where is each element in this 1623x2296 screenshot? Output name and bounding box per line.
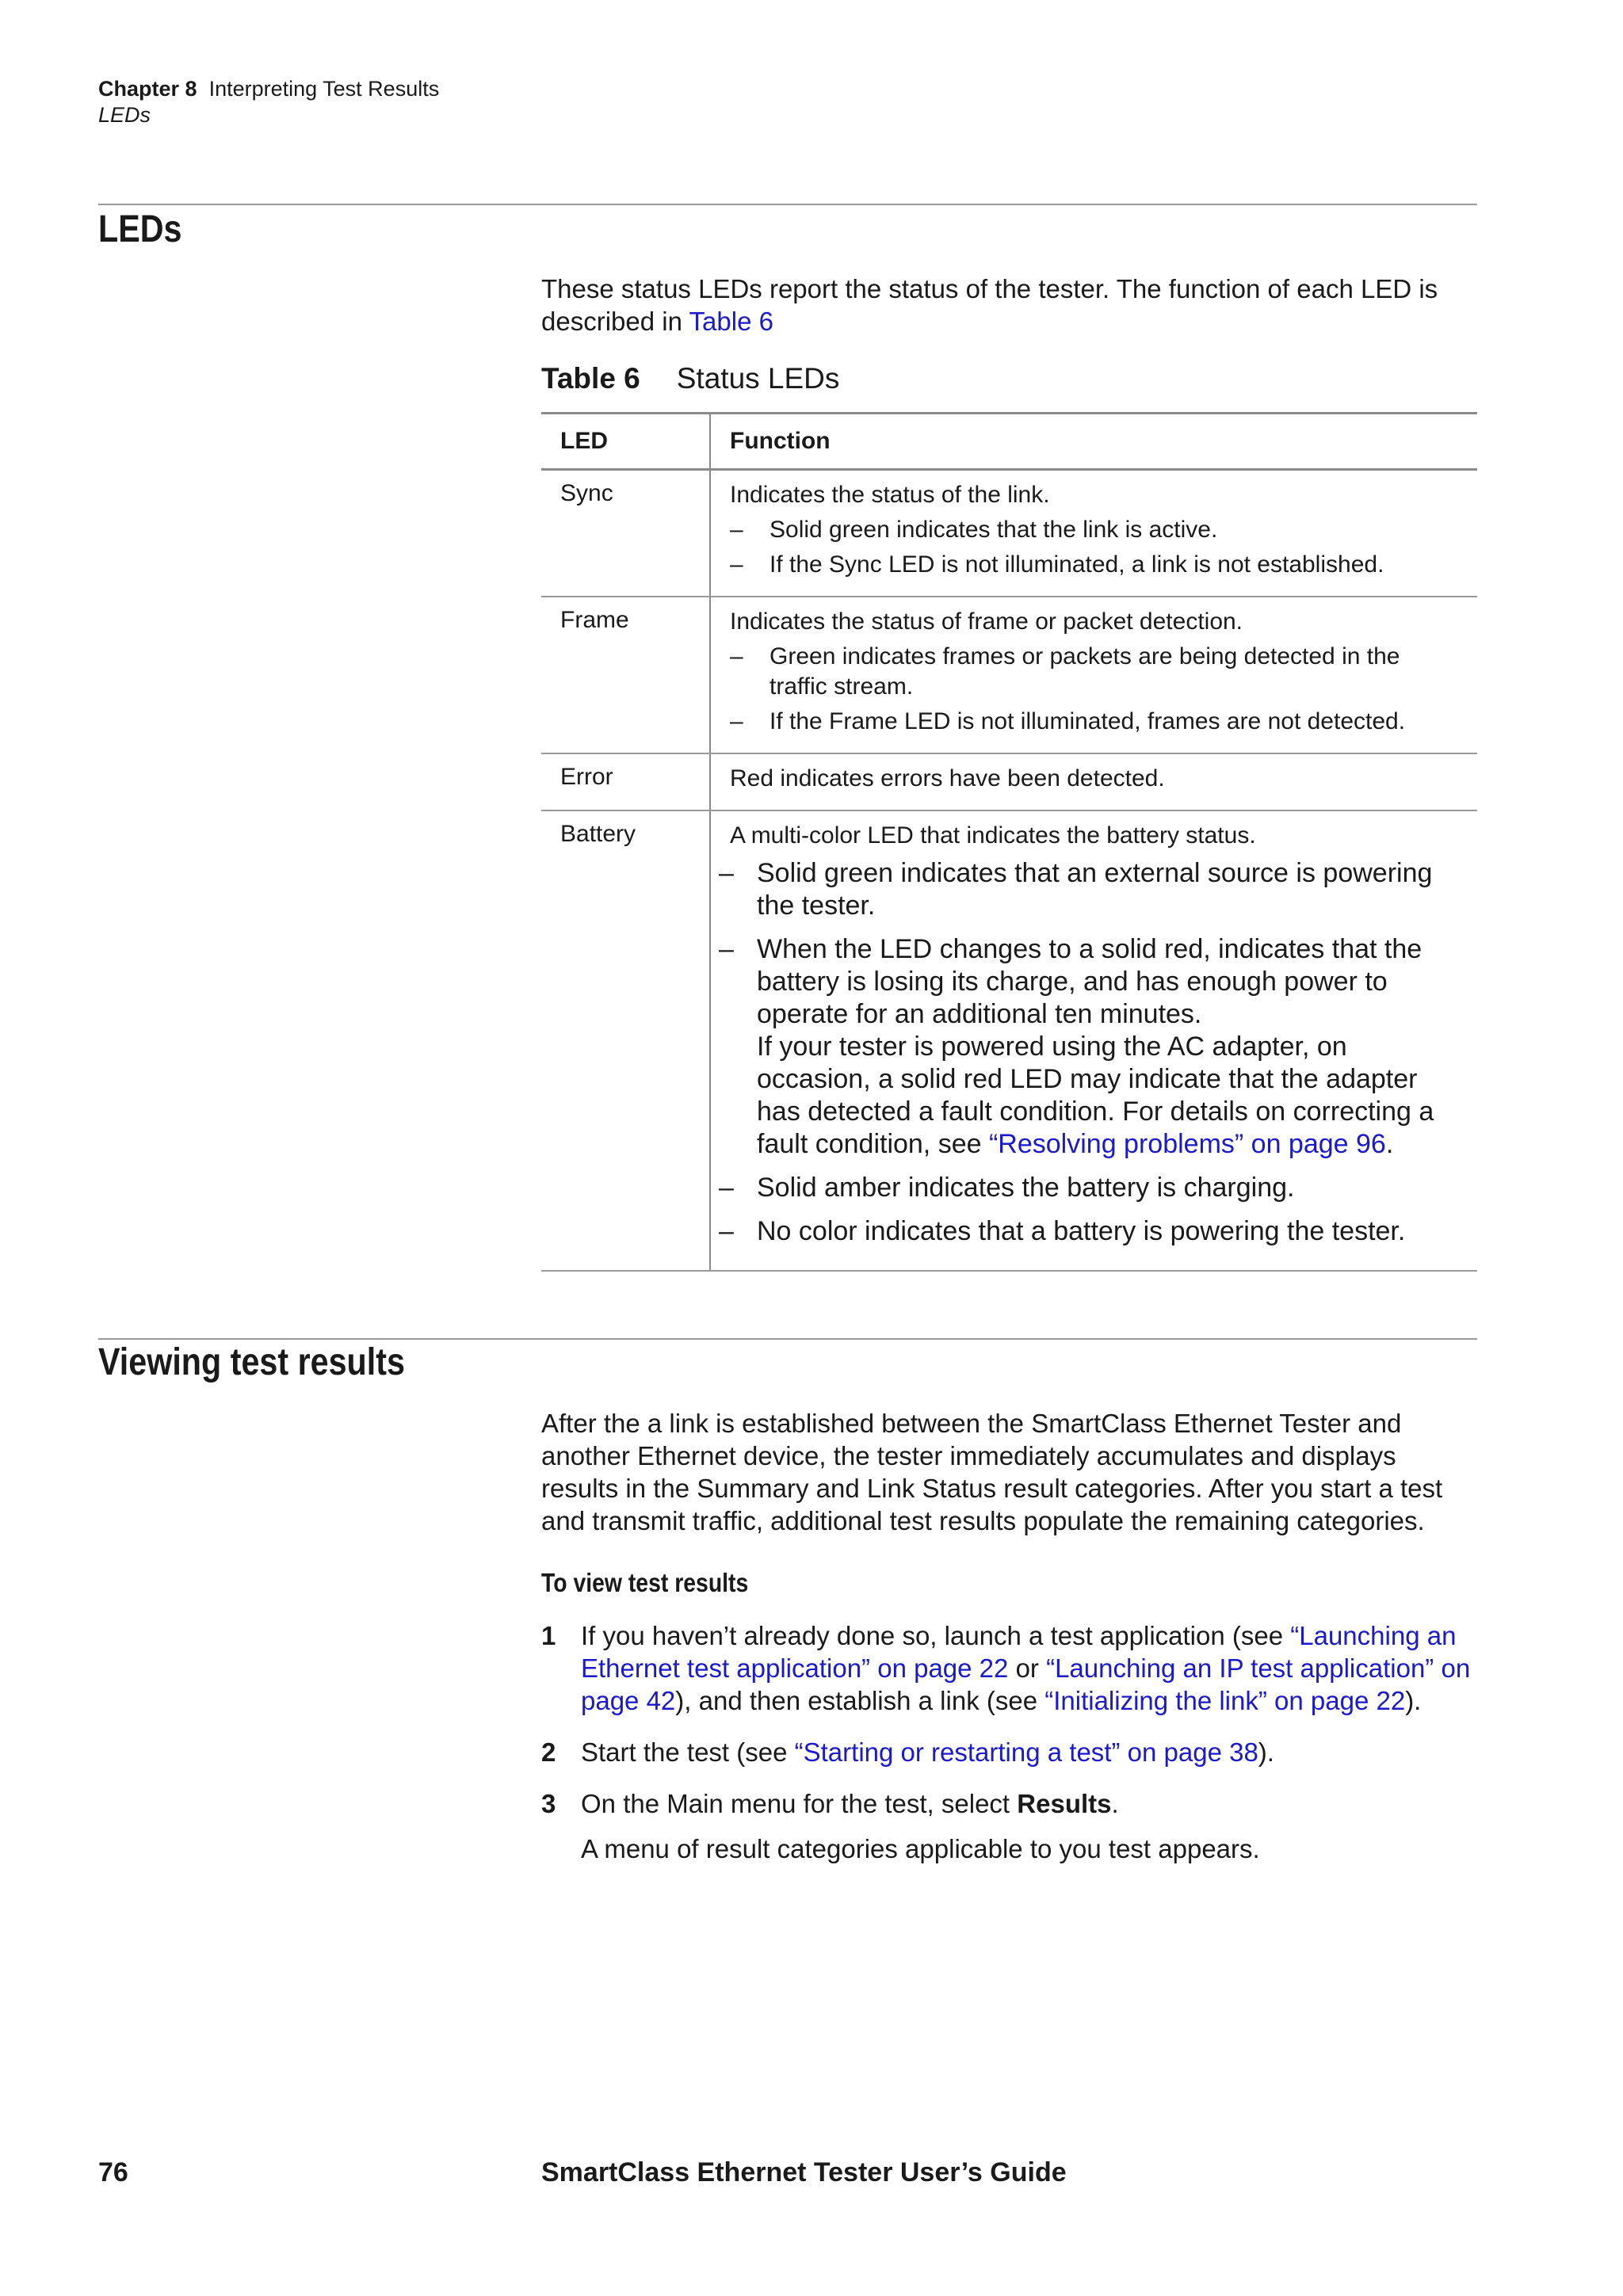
list-item: – If the Frame LED is not illuminated, frames are not detected. xyxy=(730,708,1406,734)
table-row xyxy=(541,810,1477,1271)
function-lead: Red indicates errors have been detected. xyxy=(730,765,1165,791)
launching-ethernet-test-link[interactable]: “Launching an Ethernet test application” on page 22 xyxy=(581,1621,1457,1683)
step-3-result: A menu of result categories applicable to you test appears. xyxy=(581,1834,1260,1863)
guide-title: SmartClass Ethernet Tester User’s Guide xyxy=(541,2157,1067,2187)
function-list xyxy=(719,857,1458,1248)
step-3: 3 On the Main menu for the test, select Results. A menu of result categories applicable to you test appears. xyxy=(541,1787,1476,1865)
list-item: – If the Sync LED is not illuminated, a link is not established. xyxy=(730,551,1384,578)
list-item: – Green indicates frames or packets are being detected in the traffic stream. xyxy=(730,643,1400,700)
section-title-viewing-test-results: Viewing test results xyxy=(98,1341,405,1383)
led-function-error xyxy=(710,753,1477,810)
list-item: – Solid green indicates that the link is active. xyxy=(730,517,1218,543)
function-list xyxy=(730,642,1458,737)
procedure-steps xyxy=(541,1619,1476,1884)
launching-ip-test-link[interactable]: “Launching an IP test application” on page 42 xyxy=(581,1653,1471,1715)
results-menu-label: Results xyxy=(1017,1789,1112,1818)
function-lead: Indicates the status of frame or packet detection. xyxy=(730,608,1243,635)
starting-test-link[interactable]: “Starting or restarting a test” on page 38 xyxy=(794,1737,1258,1767)
led-function-sync xyxy=(710,470,1477,597)
table-header-row xyxy=(541,414,1477,470)
table-6-link[interactable]: Table 6 xyxy=(689,307,773,336)
chapter-label: Chapter 8 xyxy=(98,77,197,101)
led-function-frame xyxy=(710,597,1477,753)
table-caption-label: Table 6 xyxy=(541,362,640,395)
list-item: – Solid green indicates that an external source is powering the tester. xyxy=(719,858,1433,921)
page-number: 76 xyxy=(98,2157,128,2187)
list-item: – Solid amber indicates the battery is charging. xyxy=(719,1173,1295,1203)
function-lead: A multi-color LED that indicates the battery status. xyxy=(730,822,1256,849)
resolving-problems-link[interactable]: “Resolving problems” on page 96 xyxy=(988,1129,1386,1159)
running-header-chapter xyxy=(98,76,439,101)
led-function-battery xyxy=(710,810,1477,1271)
viewing-intro-paragraph: After the a link is established between the SmartClass Ethernet Tester and another Ethernet device, the tester immediately accumulates and displays results in the Summary and Link Status result categories. After you start a test and transmit traffic, additional test results populate the remaining categories. xyxy=(541,1409,1443,1535)
procedure-heading: To view test results xyxy=(541,1568,749,1597)
table-row xyxy=(541,597,1477,753)
leds-intro-paragraph xyxy=(541,273,1476,338)
status-leds-table xyxy=(541,412,1477,1272)
table-caption-title: Status LEDs xyxy=(676,362,840,395)
function-list xyxy=(730,515,1458,580)
table-row xyxy=(541,753,1477,810)
function-lead: Indicates the status of the link. xyxy=(730,482,1050,508)
section-title-leds: LEDs xyxy=(98,208,182,250)
section-divider xyxy=(98,204,1477,205)
initializing-link-link[interactable]: “Initializing the link” on page 22 xyxy=(1044,1686,1406,1715)
section-divider xyxy=(98,1338,1477,1340)
step-2: 2 Start the test (see “Starting or restarting a test” on page 38). xyxy=(541,1737,1274,1767)
column-header-function: Function xyxy=(710,414,1477,470)
list-item: – When the LED changes to a solid red, indicates that the battery is losing its charge, and has enough power to operate for an additional ten minutes. If your tester is powered using the AC adapter, on occasion, a solid red LED may indicate that the adapter has detected a fault condition. For details on correcting a fault condition, see “Resolving problems” on page 96. xyxy=(719,934,1434,1159)
leds-intro-text: These status LEDs report the status of the tester. The function of each LED is described in xyxy=(541,274,1438,336)
led-name-battery: Battery xyxy=(541,810,710,1271)
led-name-frame: Frame xyxy=(541,597,710,753)
column-header-led: LED xyxy=(541,414,710,470)
list-item: – No color indicates that a battery is powering the tester. xyxy=(719,1216,1406,1246)
chapter-title: Interpreting Test Results xyxy=(208,77,440,101)
running-header-section: LEDs xyxy=(98,103,151,127)
led-name-error: Error xyxy=(541,753,710,810)
table-row xyxy=(541,470,1477,597)
table-caption xyxy=(541,361,839,396)
step-1: 1 If you haven’t already done so, launch a test application (see “Launching an Ethernet test application” on page 22 or “Launching an IP test application” on page 42), and then establish a link (see “Initializing the link” on page 22). xyxy=(541,1621,1471,1715)
led-name-sync: Sync xyxy=(541,470,710,597)
